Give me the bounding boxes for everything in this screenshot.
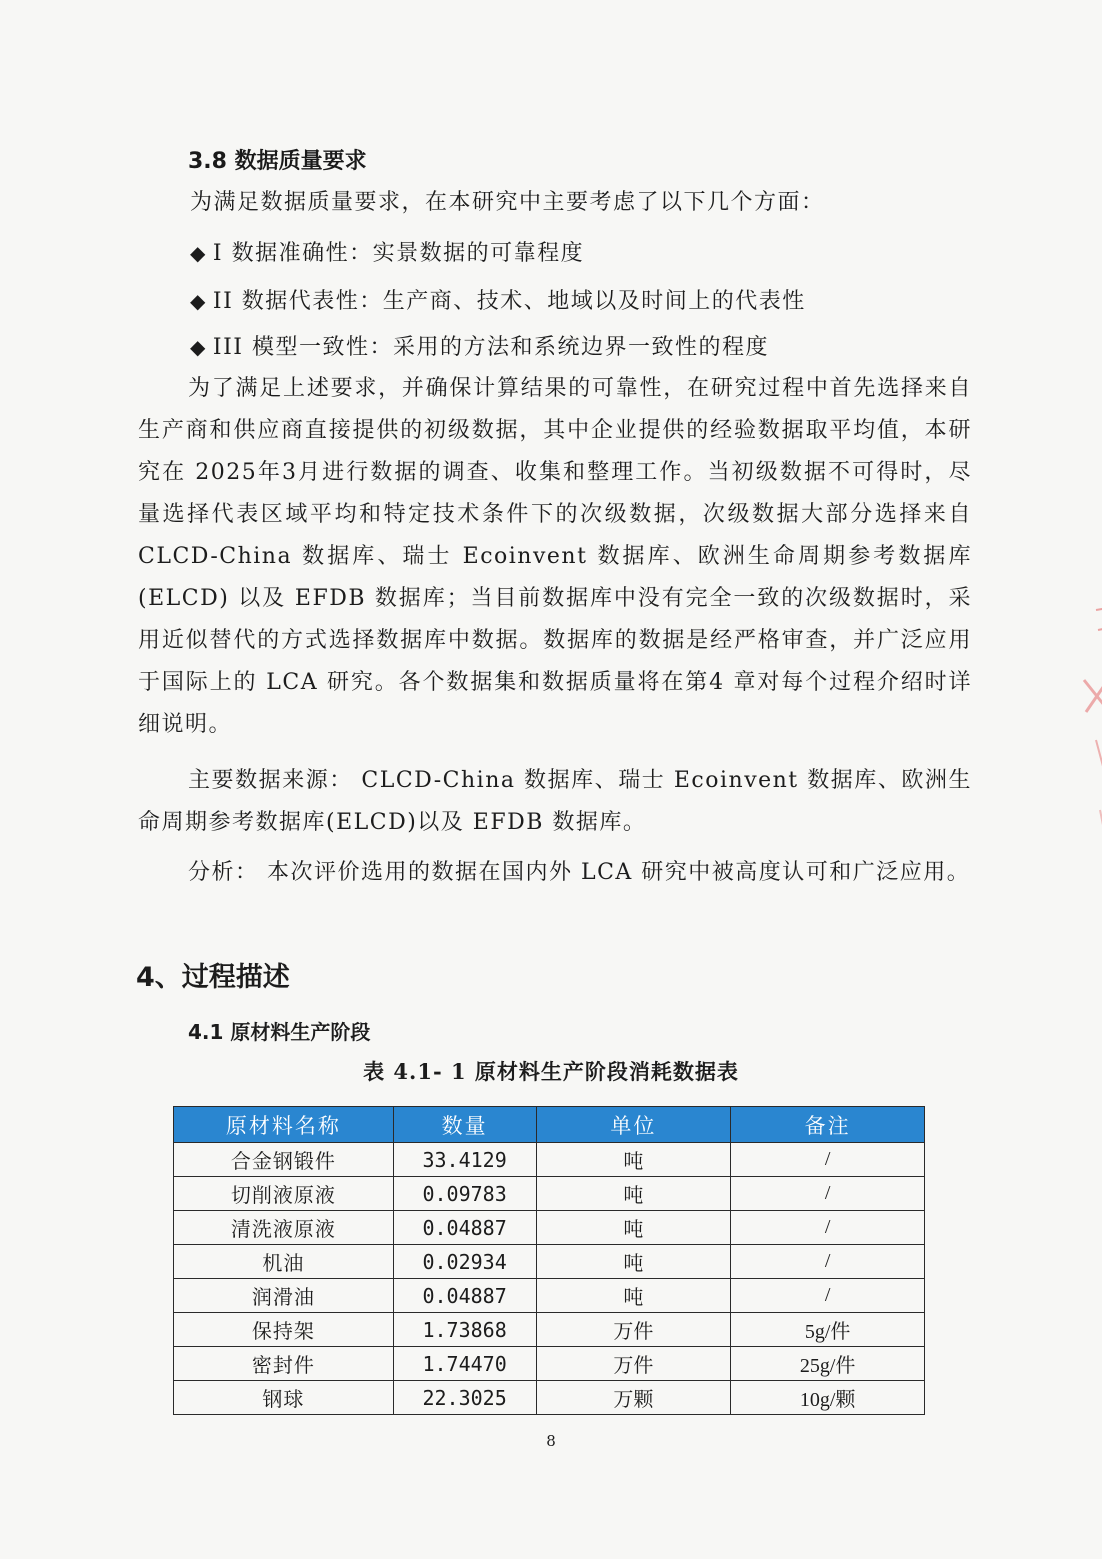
header-note: 备注 <box>731 1107 925 1143</box>
material-name: 润滑油 <box>174 1279 394 1313</box>
bullet-accuracy: ◆ I 数据准确性：实景数据的可靠程度 <box>190 241 585 266</box>
table-row <box>174 1177 925 1211</box>
unit-cell: 吨 <box>536 1177 731 1211</box>
table-caption: 表 4.1- 1 原材料生产阶段消耗数据表 <box>363 1059 739 1084</box>
table-row <box>174 1313 925 1347</box>
unit-cell: 吨 <box>536 1143 731 1177</box>
seal-stamp-fragment <box>1074 580 1102 880</box>
table-row <box>174 1245 925 1279</box>
note-cell: 25g/件 <box>731 1347 925 1381</box>
note-cell: / <box>731 1279 925 1313</box>
unit-cell: 吨 <box>536 1279 731 1313</box>
note-cell: / <box>731 1245 925 1279</box>
table-row <box>174 1347 925 1381</box>
quantity-cell: 0.04887 <box>393 1279 536 1313</box>
note-cell: 10g/颗 <box>731 1381 925 1415</box>
material-name: 密封件 <box>174 1347 394 1381</box>
quantity-cell: 0.09783 <box>393 1177 536 1211</box>
analysis-paragraph: 分析： 本次评价选用的数据在国内外 LCA 研究中被高度认可和广泛应用。 <box>188 860 971 885</box>
raw-material-table <box>173 1106 925 1415</box>
material-name: 钢球 <box>174 1381 394 1415</box>
bullet-representativeness: ◆ II 数据代表性：生产商、技术、地域以及时间上的代表性 <box>190 289 806 314</box>
bullet-consistency: ◆ III 模型一致性：采用的方法和系统边界一致性的程度 <box>190 335 769 360</box>
quantity-cell: 1.74470 <box>393 1347 536 1381</box>
material-name: 机油 <box>174 1245 394 1279</box>
header-material-name: 原材料名称 <box>174 1107 394 1143</box>
unit-cell: 万件 <box>536 1347 731 1381</box>
intro-paragraph: 为满足数据质量要求，在本研究中主要考虑了以下几个方面： <box>190 190 825 215</box>
quantity-cell: 33.4129 <box>393 1143 536 1177</box>
note-cell: / <box>731 1143 925 1177</box>
table-row <box>174 1381 925 1415</box>
quantity-cell: 0.02934 <box>393 1245 536 1279</box>
diamond-bullet-icon: ◆ <box>190 289 207 313</box>
header-unit: 单位 <box>536 1107 731 1143</box>
unit-cell: 万颗 <box>536 1381 731 1415</box>
table-row <box>174 1279 925 1313</box>
header-quantity: 数量 <box>393 1107 536 1143</box>
quantity-cell: 0.04887 <box>393 1211 536 1245</box>
diamond-bullet-icon: ◆ <box>190 241 207 265</box>
note-cell: / <box>731 1177 925 1211</box>
material-name: 保持架 <box>174 1313 394 1347</box>
quantity-cell: 22.3025 <box>393 1381 536 1415</box>
table-row <box>174 1211 925 1245</box>
table-row <box>174 1143 925 1177</box>
material-name: 合金钢锻件 <box>174 1143 394 1177</box>
unit-cell: 吨 <box>536 1211 731 1245</box>
section-heading-4-1: 4.1 原材料生产阶段 <box>188 1020 371 1044</box>
unit-cell: 万件 <box>536 1313 731 1347</box>
data-source-paragraph: 主要数据来源： CLCD-China 数据库、瑞士 Ecoinvent 数据库、欧洲生命周期参考数据库(ELCD)以及 EFDB 数据库。 <box>138 768 972 835</box>
diamond-bullet-icon: ◆ <box>190 335 207 359</box>
page-number: 8 <box>546 1432 556 1450</box>
material-name: 切削液原液 <box>174 1177 394 1211</box>
unit-cell: 吨 <box>536 1245 731 1279</box>
note-cell: / <box>731 1211 925 1245</box>
section-heading-3-8: 3.8 数据质量要求 <box>188 149 367 174</box>
note-cell: 5g/件 <box>731 1313 925 1347</box>
quantity-cell: 1.73868 <box>393 1313 536 1347</box>
material-name: 清洗液原液 <box>174 1211 394 1245</box>
table-header-row <box>174 1107 925 1143</box>
data-quality-paragraph: 为了满足上述要求，并确保计算结果的可靠性，在研究过程中首先选择来自生产商和供应商直接提供的初级数据，其中企业提供的经验数据取平均值，本研究在 2025年3月进行数据的调查、收集和整理工作。当初级数据不可得时，尽量选择代表区域平均和特定技术条件下的次级数据，次级数据大部分选择来自 CLCD-China 数据库、瑞士 Ecoinvent 数据库、欧洲生命周期参考数据库(ELCD) 以及 EFDB 数据库；当目前数据库中没有完全一致的次级数据时，采用近似替代的方式选择数据库中数据。数据库的数据是经严格审查，并广泛应用于国际上的 LCA 研究。各个数据集和数据质量将在第4 章对每个过程介绍时详细说明。 <box>138 376 972 737</box>
section-heading-4: 4、过程描述 <box>136 962 290 993</box>
